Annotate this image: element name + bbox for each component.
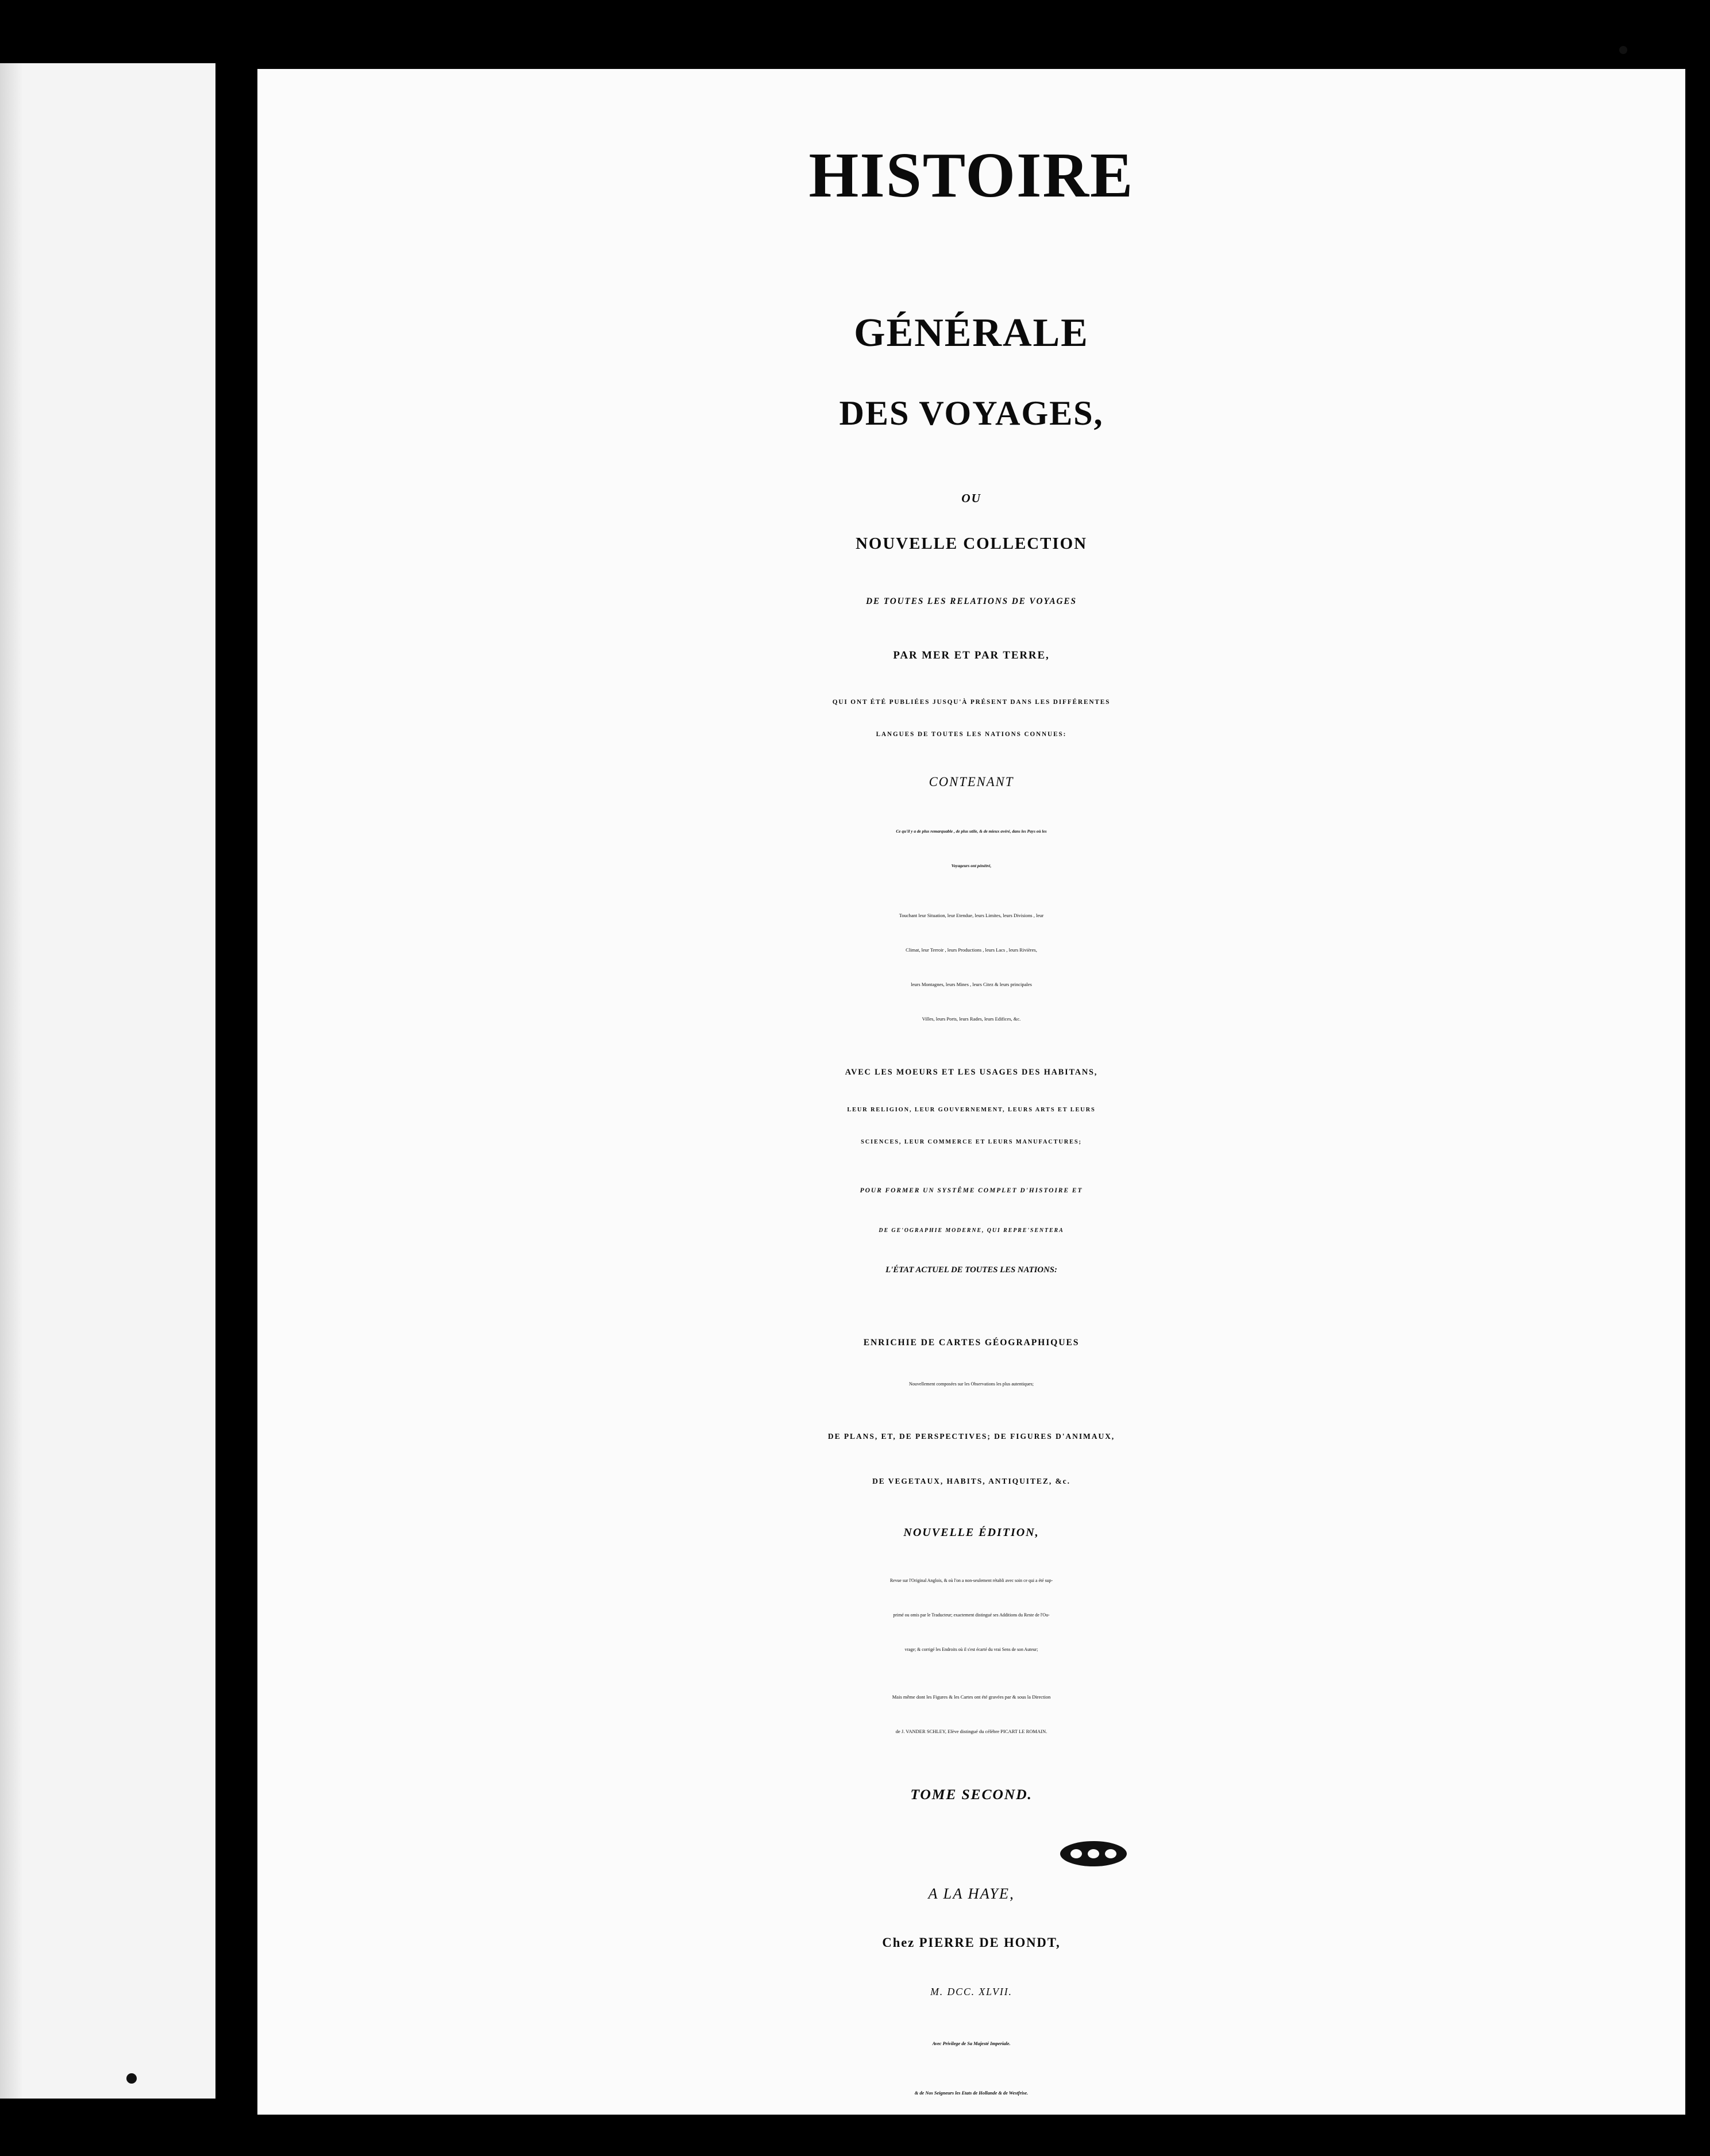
imprint-publisher: Chez PIERRE DE HONDT, <box>882 1935 1061 1950</box>
avec-line-2: LEUR RELIGION, LEUR GOUVERNEMENT, LEURS ARTS ET LEURS <box>847 1107 1096 1113</box>
touchant-line-3: leurs Montagnes, leurs Mines , leurs Citez & leurs principales <box>911 981 1032 987</box>
page-gutter-shadow <box>0 63 23 2099</box>
title-histoire: HISTOIRE <box>808 140 1134 211</box>
title-page <box>257 69 1685 2115</box>
subtitle-nouvelle-collection: NOUVELLE COLLECTION <box>856 534 1087 553</box>
enrichie-line-1: ENRICHIE DE CARTES GÉOGRAPHIQUES <box>863 1338 1080 1348</box>
title-generale: GÉNÉRALE <box>854 311 1089 355</box>
revue-line-3: vrage; & corrigé les Endroits où il s'est écarté du vrai Sens de son Auteur; <box>904 1647 1038 1652</box>
pour-former-line-2: DE GE'OGRAPHIE MODERNE, QUI REPRE'SENTERA <box>879 1227 1064 1234</box>
nouvelle-edition: NOUVELLE ÉDITION, <box>903 1526 1039 1539</box>
previous-page-edge <box>0 63 215 2099</box>
subtitle-ce-quil-line-2: Voyageurs ont pénétré, <box>951 863 992 868</box>
title-page-text <box>257 69 1685 2115</box>
touchant-line-2: Climat, leur Terroir , leurs Productions , leurs Lacs , leurs Rivières, <box>906 947 1037 953</box>
subtitle-contenant: CONTENANT <box>929 775 1014 789</box>
subtitle-de-toutes: DE TOUTES LES RELATIONS DE VOYAGES <box>866 596 1077 606</box>
etat-actuel: L'ÉTAT ACTUEL DE TOUTES LES NATIONS: <box>885 1265 1057 1275</box>
subtitle-langues: LANGUES DE TOUTES LES NATIONS CONNUES: <box>876 731 1067 738</box>
touchant-line-1: Touchant leur Situation, leur Etendue, leurs Limites, leurs Divisions , leur <box>899 913 1044 918</box>
avec-line-3: SCIENCES, LEUR COMMERCE ET LEURS MANUFACTURES; <box>861 1139 1082 1145</box>
paper-speck <box>1619 46 1627 54</box>
imprint-seigneurs: & de Nos Seigneurs les Etats de Hollande & de Westfrise. <box>914 2090 1029 2096</box>
imprint-year: M. DCC. XLVII. <box>930 1986 1012 1997</box>
pour-former-line-1: POUR FORMER UN SYSTÊME COMPLET D'HISTOIRE ET <box>860 1187 1083 1194</box>
touchant-line-4: Villes, leurs Ports, leurs Rades, leurs Edifices, &c. <box>922 1016 1021 1022</box>
plans-line-1: DE PLANS, ET, DE PERSPECTIVES; DE FIGURES D'ANIMAUX, <box>827 1432 1115 1441</box>
enrichie-line-2: Nouvellement composées sur les Observations les plus autentiques; <box>908 1381 1034 1387</box>
subtitle-ou: OU <box>961 491 981 505</box>
plans-line-2: DE VEGETAUX, HABITS, ANTIQUITEZ, &c. <box>872 1477 1070 1485</box>
mais-line-2: de J. VANDER SCHLEY, Elève distingué du célèbre PICART LE ROMAIN. <box>895 1728 1047 1734</box>
tome-second: TOME SECOND. <box>910 1786 1033 1803</box>
imprint-place: A LA HAYE, <box>928 1885 1015 1902</box>
avec-line-1: AVEC LES MOEURS ET LES USAGES DES HABITANS, <box>845 1068 1098 1077</box>
imprint-privilege: Avec Privilege de Sa Majesté Imperiale. <box>932 2041 1011 2046</box>
printers-ornament <box>1059 1840 1128 1868</box>
subtitle-qui-ont: QUI ONT ÉTÉ PUBLIÉES JUSQU'À PRÉSENT DANS LES DIFFÉRENTES <box>832 699 1111 706</box>
subtitle-ce-quil-line-1: Ce qu'il y a de plus remarquable , de plus utile, & de mieux avéré, dans les Pays où les <box>896 829 1047 834</box>
revue-line-2: primé ou omis par le Traducteur; exactement distingué ses Additions du Reste de l'Ou- <box>893 1612 1050 1618</box>
subtitle-par-mer: PAR MER ET PAR TERRE, <box>893 649 1050 661</box>
revue-line-1: Revue sur l'Original Anglois, & où l'on a non-seulement rétabli avec soin ce qui a été sup- <box>889 1578 1053 1583</box>
mais-line-1: Mais même dont les Figures & les Cartes ont été gravées par & sous la Direction <box>892 1694 1051 1700</box>
paper-speck <box>126 2073 137 2084</box>
title-des-voyages: DES VOYAGES, <box>839 394 1104 433</box>
